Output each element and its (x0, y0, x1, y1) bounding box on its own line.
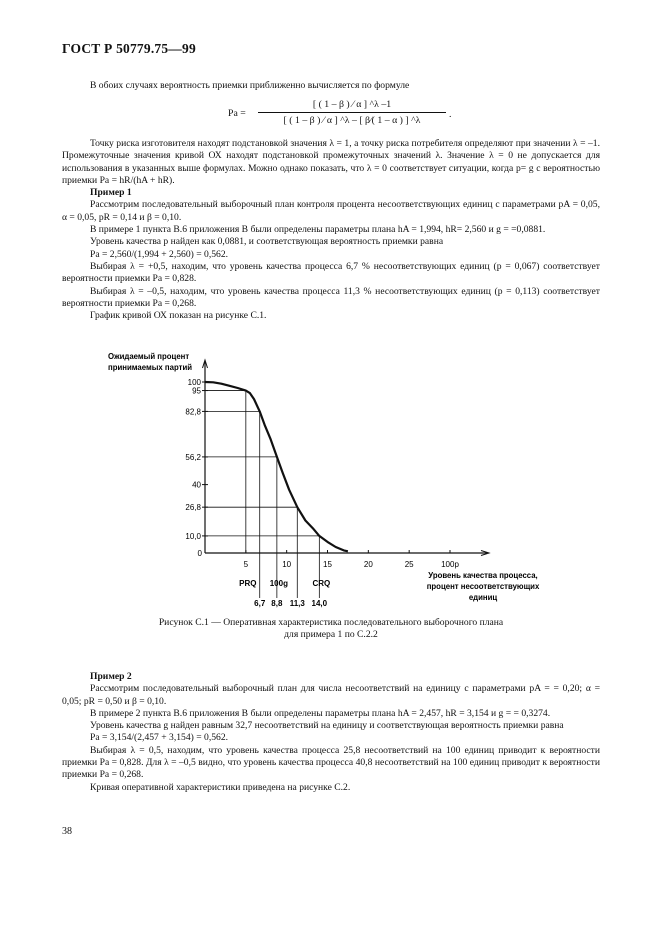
y-tick-label: 100 (187, 378, 201, 387)
oc-curve-line (205, 382, 348, 551)
paragraph: График кривой ОХ показан на рисунке С.1. (90, 310, 267, 322)
x-marker-lower-label: 8,8 (271, 599, 283, 608)
x-axis-label-line-1: Уровень качества процесса, (428, 571, 538, 580)
paragraph: Выбирая λ = –0,5, находим, что уровень качества процесса 11,3 % несоответствующих единиц (p = 0,113) соответствует вероятности приемки Pa = 0,268. (62, 285, 600, 309)
x-axis-label-line-2: процент несоответствующих (426, 582, 540, 591)
y-tick-label: 26,8 (185, 503, 201, 513)
paragraph: Уровень качества g найден равным 32,7 несоответствий на единицу и соответствующая вероятность приемки равна (90, 720, 564, 732)
formula-lhs: Pa = (228, 108, 246, 119)
y-tick-label: 40 (192, 480, 201, 490)
y-tick-label: 0 (197, 549, 202, 558)
paragraph: В обоих случаях вероятность приемки приближенно вычисляется по формуле (90, 80, 410, 91)
section-heading: Пример 2 (90, 671, 132, 682)
y-axis-label-line-2: принимаемых партий (108, 363, 193, 372)
paragraph: Рассмотрим последовательный выборочный план контроля процента несоответствующих единиц с параметрами pA = 0,05, α = 0,05, pR = 0,14 и β = 0,10. (62, 199, 600, 223)
paragraph: В примере 1 пункта В.6 приложения В были определены параметры плана hA = 1,994, hR= 2,560 и g = =0,0881. (90, 224, 546, 236)
paragraph: Кривая оперативной характеристики приведена на рисунке С.2. (90, 781, 351, 793)
caption-line-2: для примера 1 по С.2.2 (284, 628, 378, 640)
x-tick-label: 20 (363, 560, 373, 569)
y-axis-label-line-1: Ожидаемый процент (108, 352, 190, 361)
y-tick-label: 10,0 (185, 531, 201, 541)
x-marker-upper-label: CRQ (312, 579, 331, 588)
standard-code-header: ГОСТ Р 50779.75—99 (62, 41, 196, 56)
paragraph: Pa = 3,154/(2,457 + 3,154) = 0,562. (90, 732, 229, 744)
paragraph: Выбирая λ = 0,5, находим, что уровень качества процесса 25,8 несоответствий на 100 единиц приводит к вероятности приемки Pa = 0,828. Для λ = –0,5 видно, что уровень качества процесса 40,8 несоответствий на 100 единиц приводит к вероятности приемки Pa = 0,268. (62, 744, 600, 781)
paragraph: Pa = 2,560/(1,994 + 2,560) = 0,562. (90, 248, 229, 260)
x-tick-label: 5 (243, 560, 249, 569)
paragraph: Точку риска изготовителя находят подстановкой значения λ = 1, а точку риска потребителя определяют при значении λ = –1. Промежуточные значения кривой ОХ находят подстановкой промежуточных значений λ. Значение λ = 0 не допускается для использования в указанных выше формулах. Можно однако показать, что λ = 0 соответствует ситуации, когда p= g с вероятностью приемки Pa = hR/(hA + hR). (62, 138, 600, 186)
x-marker-upper-label: 100g (269, 579, 288, 588)
y-tick-label: 95 (192, 386, 201, 396)
paragraph: Рассмотрим последовательный выборочный план для числа несоответствий на единицу с параметрами pA = = 0,20; α = 0,05; pR = 0,50 и β = 0,10. (62, 683, 600, 707)
formula-denominator: [ ( 1 – β ) ⁄ α ] ^λ – [ β⁄( 1 – α ) ] ^λ (283, 115, 421, 126)
x-marker-lower-label: 6,7 (254, 599, 266, 608)
paragraph: В примере 2 пункта В.6 приложения В были определены параметры плана hA = 2,457, hR = 3,154 и g = = 0,3274. (90, 707, 551, 719)
x-tick-label: 25 (404, 560, 414, 569)
paragraph: Уровень качества p найден как 0,0881, и соответствующая вероятность приемки равна (90, 236, 444, 248)
y-tick-label: 56,2 (185, 452, 201, 462)
formula-numerator: [ ( 1 – β ) ⁄ α ] ^λ –1 (312, 99, 392, 110)
formula-trail: . (449, 109, 452, 120)
y-tick-label: 82,8 (185, 407, 201, 417)
x-marker-lower-label: 14,0 (311, 599, 328, 608)
x-tick-label: 100p (441, 560, 459, 569)
x-marker-upper-label: PRQ (239, 579, 257, 588)
x-marker-lower-label: 11,3 (289, 599, 305, 608)
x-axis-label-line-3: единиц (468, 593, 498, 602)
x-tick-label: 10 (282, 560, 292, 569)
section-heading: Пример 1 (90, 187, 132, 199)
paragraph: Выбирая λ = +0,5, находим, что уровень качества процесса 6,7 % несоответствующих единиц (p = 0,067) соответствует вероятности приемки Pa = 0,828. (62, 260, 600, 285)
caption-line-1: Рисунок С.1 — Оперативная характеристика последовательного выборочного плана (158, 617, 504, 628)
example-2-text (62, 671, 600, 794)
x-tick-label: 15 (323, 560, 332, 569)
page-number: 38 (62, 826, 72, 837)
figure-caption (62, 617, 600, 640)
